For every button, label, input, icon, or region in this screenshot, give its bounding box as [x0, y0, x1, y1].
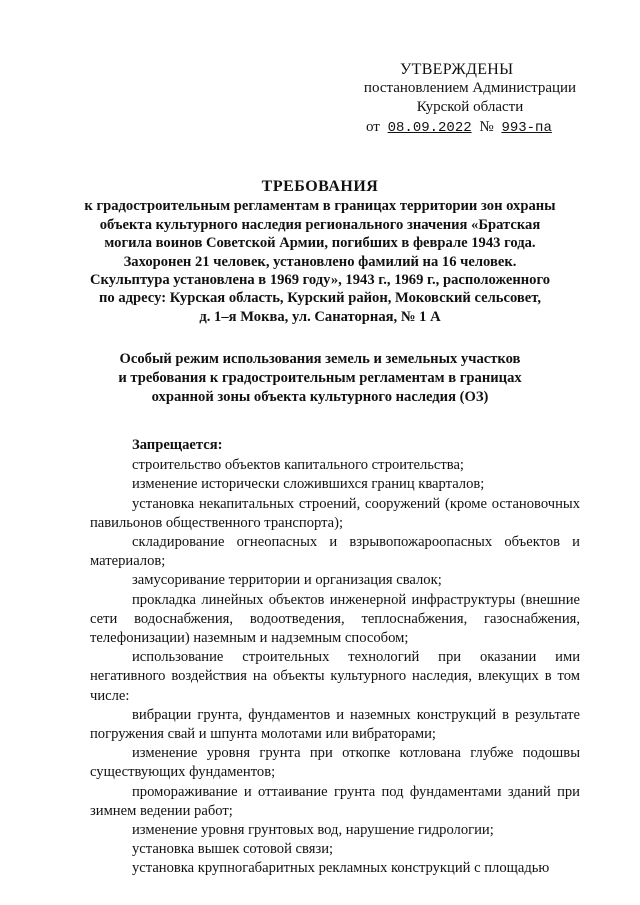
list-item: изменение уровня грунтовых вод, нарушение гидрологии; — [132, 822, 494, 839]
list-item: установка крупногабаритных рекламных конструкций с площадью — [132, 860, 550, 877]
list-item: замусоривание территории и организация свалок; — [132, 572, 442, 589]
list-item: складирование огнеопасных и взрывопожароопасных объектов и материалов; — [90, 534, 580, 570]
list-item: изменение исторически сложившихся границ кварталов; — [132, 476, 485, 493]
document-title-block — [70, 178, 570, 326]
approval-title: УТВЕРЖДЕНЫ — [400, 61, 514, 78]
prohibited-label: Запрещается: — [132, 437, 223, 453]
document-body — [90, 436, 580, 879]
number-prefix: № — [479, 119, 494, 135]
date-prefix: от — [366, 119, 380, 135]
subtitle-line: могила воинов Советской Армии, погибших в феврале 1943 года. — [104, 235, 536, 252]
regime-line: охранной зоны объекта культурного наследия (ОЗ) — [151, 389, 489, 405]
subtitle-line: по адресу: Курская область, Курский район, Моковский сельсовет, — [99, 290, 541, 307]
subtitle-line: Захоронен 21 человек, установлено фамилий на 16 человек. — [123, 253, 517, 270]
list-item: промораживание и оттаивание грунта под фундаментами зданий при зимнем ведении работ; — [90, 783, 580, 819]
approval-date-row — [366, 118, 580, 138]
list-item: строительство объектов капитального строительства; — [132, 457, 464, 474]
approval-number: 993-па — [501, 120, 552, 136]
approval-date: 08.09.2022 — [387, 120, 472, 136]
document-heading: ТРЕБОВАНИЯ — [261, 178, 379, 195]
subtitle-line: Скульптура установлена в 1969 году», 1943 г., 1969 г., расположенного — [89, 272, 551, 289]
subtitle-line: к градостроительным регламентам в границах территории зон охраны — [84, 198, 556, 215]
subtitle-line: объекта культурного наследия регионального значения «Братская — [99, 216, 541, 233]
subtitle-line: д. 1–я Моква, ул. Санаторная, № 1 А — [199, 308, 441, 325]
list-item: прокладка линейных объектов инженерной инфраструктуры (внешние сети водоснабжения, водоотведения, теплоснабжения, газоснабжения, телефонизации) наземным и надземным способом; — [90, 591, 580, 647]
regime-line: Особый режим использования земель и земельных участков — [119, 351, 521, 367]
regime-heading — [100, 350, 540, 407]
list-item: вибрации грунта, фундаментов и наземных конструкций в результате погружения свай и шпунта молотами или вибраторами; — [90, 706, 580, 743]
approval-stamp — [360, 60, 580, 138]
list-item: установка некапитальных строений, сооружений (кроме остановочных павильонов общественного транспорта); — [90, 495, 580, 531]
list-item: использование строительных технологий при оказании ими негативного воздействия на объекты культурного наследия, влекущих в том числе: — [90, 649, 580, 704]
regime-line: и требования к градостроительным регламентам в границах — [118, 370, 522, 386]
list-item: изменение уровня грунта при откопке котлована глубже подошвы существующих фундаментов; — [90, 745, 580, 781]
approval-line-1: постановлением Администрации — [363, 80, 577, 96]
approval-line-2: Курской области — [416, 99, 524, 115]
list-item: установка вышек сотовой связи; — [132, 841, 334, 858]
